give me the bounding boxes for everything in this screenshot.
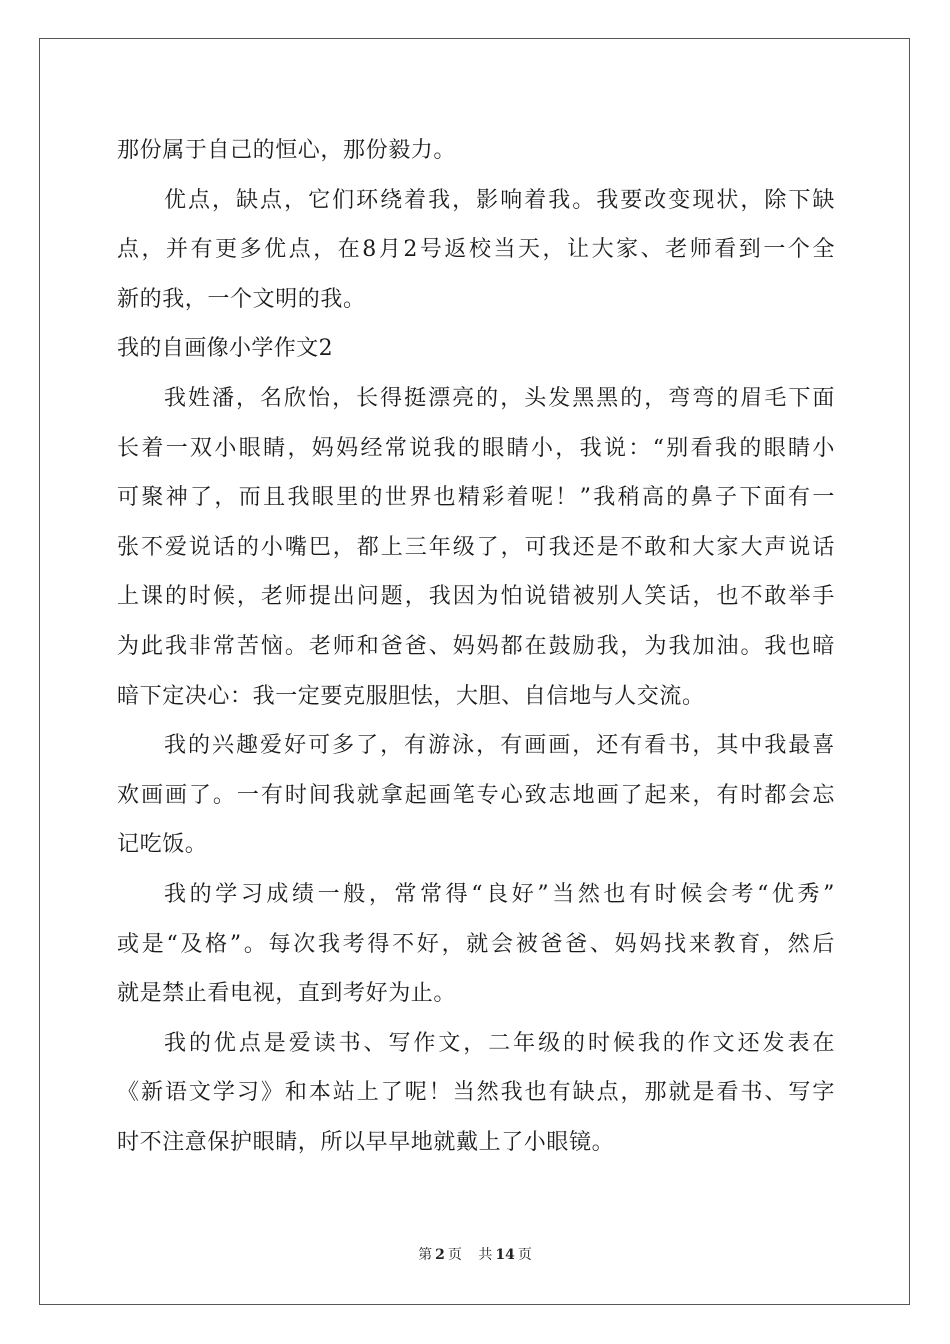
text-line: 或是“及格”。每次我考得不好，就会被爸爸、妈妈找来教育，然后 [117,931,835,957]
text-line: 我的优点是爱读书、写作文，二年级的时候我的作文还发表在 [164,1030,835,1056]
page-number: 2 [435,1247,445,1263]
page-suffix: 页 [447,1247,462,1263]
text-line: 新的我，一个文明的我。 [117,286,366,312]
text-line: 我的学习成绩一般，常常得“良好”当然也有时候会考“优秀” [164,881,835,907]
page-prefix: 第 [418,1247,433,1263]
text-line: 就是禁止看电视，直到考好为止。 [117,981,457,1007]
text-line: 时不注意保护眼睛，所以早早地就戴上了小眼镜。 [117,1129,615,1155]
text-line: 记吃饭。 [117,832,208,858]
text-line: 优点，缺点，它们环绕着我，影响着我。我要改变现状，除下缺 [164,187,835,213]
total-indicator [475,1247,534,1263]
text-line: 那份属于自己的恒心，那份毅力。 [117,138,457,163]
total-pages: 14 [495,1247,515,1263]
total-prefix: 共 [478,1247,493,1263]
text-line: 长着一双小眼睛，妈妈经常说我的眼睛小，我说：“别看我的眼睛小 [117,435,835,461]
text-line: 暗下定决心：我一定要克服胆怯，大胆、自信地与人交流。 [117,683,705,709]
text-line: 我姓潘，名欣怡，长得挺漂亮的，头发黑黑的，弯弯的眉毛下面 [164,385,835,411]
text-line: 我的兴趣爱好可多了，有游泳，有画画，还有看书，其中我最喜 [164,733,835,759]
document-body [117,126,835,1167]
text-line: 为此我非常苦恼。老师和爸爸、妈妈都在鼓励我，为我加油。我也暗 [117,633,835,659]
section-heading: 我的自画像小学作文2 [117,336,333,362]
total-suffix: 页 [517,1247,532,1263]
text-line: 可聚神了，而且我眼里的世界也精彩着呢！”我稍高的鼻子下面有一 [117,485,835,511]
text-line: 《新语文学习》和本站上了呢！当然我也有缺点，那就是看书、写字 [117,1080,835,1106]
text-line: 欢画画了。一有时间我就拿起画笔专心致志地画了起来，有时都会忘 [117,782,835,808]
text-line: 张不爱说话的小嘴巴，都上三年级了，可我还是不敢和大家大声说话 [117,534,835,560]
text-line: 点，并有更多优点，在8月2号返校当天，让大家、老师看到一个全 [117,237,835,263]
page-footer [0,1244,950,1264]
page-indicator [415,1247,465,1263]
text-line: 上课的时候，老师提出问题，我因为怕说错被别人笑话，也不敢举手 [117,584,835,610]
